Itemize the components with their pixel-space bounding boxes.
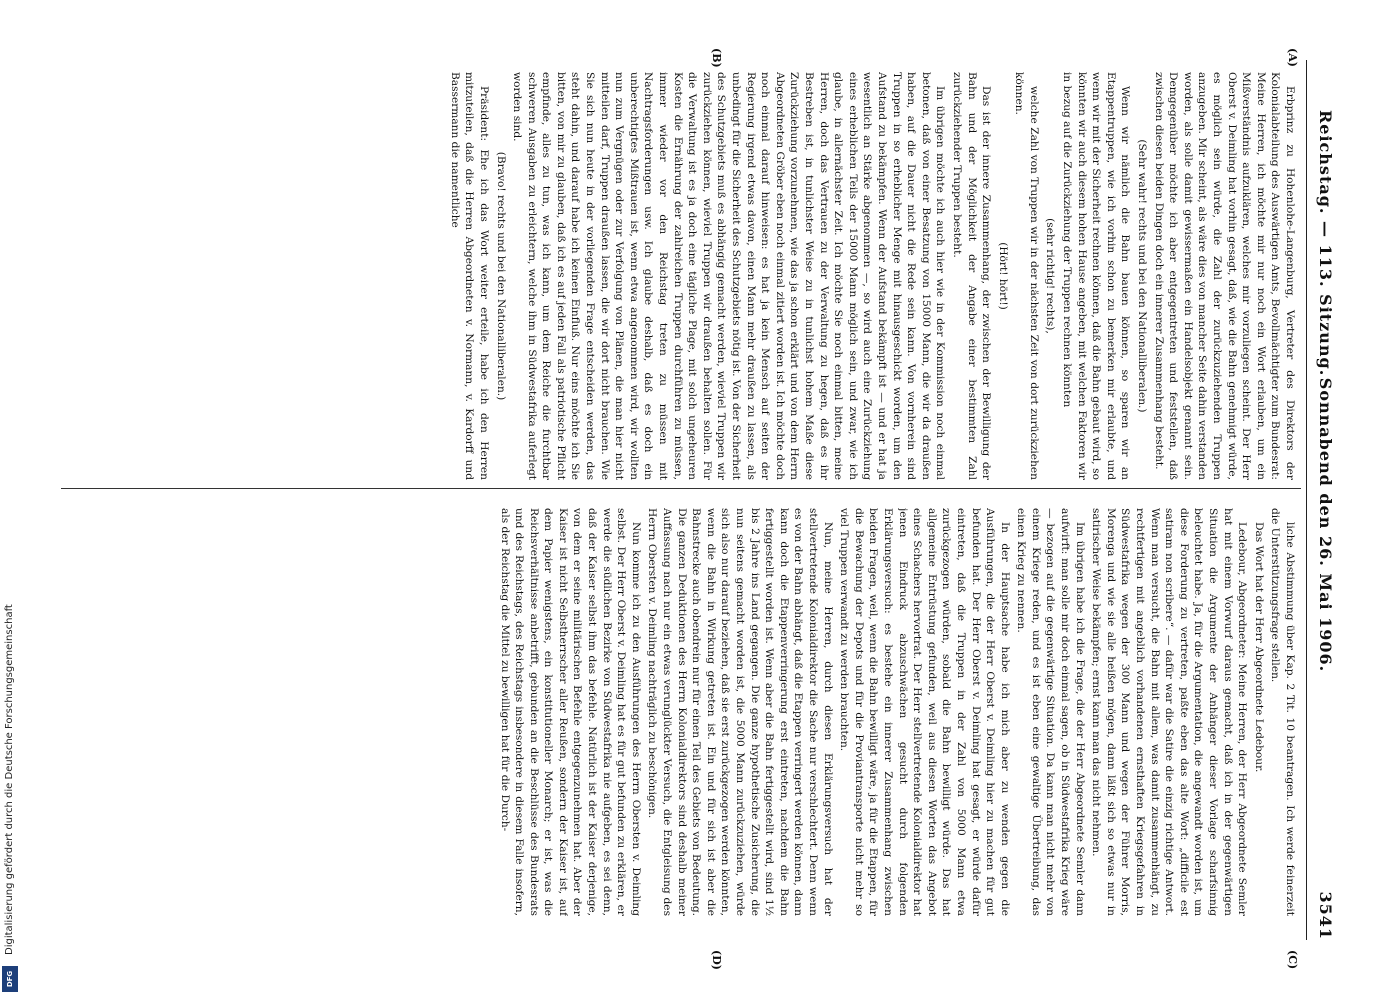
column-divider — [61, 488, 1301, 489]
left-column — [62, 72, 1297, 480]
paragraph: In der Hauptsache habe ich mich aber zu wenden gegen die Ausführungen, die der Herr Oberst v. Deimling hier zu machen für gut befunden hat. Der Herr Oberst v. Deimling hat gesagt, er würde dafür eintreten, daß die Truppen in der Zahl von 5000 Mann etwa zurückgezogen würden, sobald die Bahn bewilligt würde. Das hat allgemeine Entrüstung gefunden, weil aus diesen Worten das Angebot eines Schachers hervortrat. Der Herr stellvertretende Kolonialdirektor hat jenen Eindruck abzuschwächen gesucht durch folgenden Erklärungsversuch: es bestehe ein innerer Zusammenhang zwischen beiden Fragen, weil, wenn die Bahn bewilligt wäre, ja für die Etappen, für die Bewachung der Depots und für die Proviantransporte nicht mehr so viel Truppen verwandt zu werden brauchten. — [838, 508, 1011, 916]
paragraph: Das ist der innere Zusammenhang, der zwischen der Bewilligung der Bahn und der Möglichkeit der Angabe einer bestimmten Zahl zurückziehender Truppen besteht. — [950, 72, 993, 480]
paragraph: Im übrigen möchte ich auch hier wie in der Kommission noch einmal betonen, daß von einer Besatzung von 15000 Mann, die wir da draußen haben, auf die Dauer nicht die Rede sein kann. Von vornherein sind Truppen in so erheblicher Menge mit hinausgeschickt worden, um den Aufstand zu bekämpfen. Wenn der Aufstand bekämpft ist — und er hat ja wesentlich an Stärke abgenommen —, so wird auch eine Zurückziehung eines erheblichen Teils der 15000 Mann möglich sein, und zwar, wie ich glaube, in allernächster Zeit. Ich möchte Sie noch einmal bitten, meine Herren, doch das Vertrauen zu der Verwaltung zu hegen, daß es ihr Bestreben ist, in tunlichster Weise zu in tunlichst hohem Maße diese Zurückziehung vorzunehmen, wie das ja schon erklärt und von dem Herrn Abgeordneten Gröber eben noch einmal zitiert worden ist. Ich möchte doch noch einmal darauf hinweisen: es hat ja kein Mensch auf seiten der Regierung irgend etwas davon, einen Mann mehr draußen zu lassen, als unbedingt für die Sicherheit des Schutzgebiets nötig ist. Von der Sicherheit des Schutzgebiets muß es abhängig gemacht werden, wieviel Truppen wir zurückziehen können, wieviel Truppen wir draußen behalten sollen. Für die Verwaltung ist es ja doch eine tägliche Plage, mit solch ungeheuren Kosten die Ernährung der zahlreichen Truppen durchführen zu müssen, immer wieder vor den Reichstag treten zu müssen mit Nachtragsforderungen usw. Ich glaube deshalb, daß es doch ein unberechtigtes Mißtrauen ist, wenn etwa angenommen wird, wir wollten nun zum Vergnügen oder zur Verfolgung von Plänen, die man hier nicht mitteilen darf, Truppen draußen lassen, die wir dort nicht brauchen. Wie Sie sich nun heute in der vorliegenden Frage entscheiden werden, das steht dahin, und darauf habe ich keinen Einfluß. Nur eins möchte ich Sie bitten, von mir zu glauben, daß ich es auf jeden Fall als patriotische Pflicht empfinde, alles zu tun, was ich kann, um dem Reiche die furchtbar schweren Ausgaben zu erleichtern, welche ihm in Südwestafrika auferlegt worden sind. — [511, 72, 947, 480]
marker-c: (C) — [1286, 950, 1299, 970]
marker-a: (A) — [1286, 48, 1299, 67]
paragraph: Nun komme ich zu den Ausführungen des Herrn Obersten v. Deimling selbst. Der Herr Oberst v. Deimling hat es für gut befunden zu erklären, er werde die südlichen Bezirke von Südwestafrika nie aufgeben, es sei denn, daß der Kaiser selbst ihm das befehle. Natürlich ist der Kaiser derjenige, von dem er seine militärischen Befehle entgegenzunehmen hat. Aber der Kaiser ist nicht Selbstherrscher aller Reußen, sondern der Kaiser ist, auf dem Papier wenigstens, ein konstitutioneller Monarch; er ist, was die Reichsverhältnisse anbetrifft, gebunden an die Beschlüsse des Bundesrats und des Reichstags, des Reichstags insbesondere in diesem Falle insofern, als der Reichstag die Mittel zu bewilligen hat für die Durch- — [498, 508, 642, 916]
page-number: 3541 — [1316, 891, 1335, 940]
paragraph: Das Wort hat der Herr Abgeordnete Ledebour. — [1252, 522, 1265, 773]
dfg-logo — [2, 966, 18, 992]
paragraph: Wenn wir nämlich die Bahn bauen können, so sparen wir an Etappentruppen, wie ich vorhin schon zu bemerken mir erlaubte, und wenn wir mit der Sicherheit rechnen können, daß die Bahn gebaut wird, so könnten wir auch diesem hohen Hause angeben, mit welchen Faktoren wir in bezug auf die Zurückziehung der Truppen rechnen könnten — [1061, 72, 1132, 480]
marker-b: (B) — [710, 48, 723, 68]
digitization-credit: Digitalisierung gefördert durch die Deutsche Forschungsgemeinschaft — [4, 604, 15, 955]
interjection: (sehr richtig! rechts), — [1044, 218, 1057, 334]
paragraph: Erbprinz zu Hohenlohe-Langenburg, Vertreter des Direktors der Kolonialabteilung des Auswärtigen Amts, Bevollmächtigter zum Bundesrat: Meine Herren, ich möchte mir nur noch ein Wort erlauben, um ein Mißverständnis aufzuklären, welches mir vorzuliegen scheint. Der Herr Oberst v. Deimling hat vorhin gesagt, daß, wie die Bahn genehmigt würde, es möglich sein würde, die Zahl der zurückzuziehenden Truppen anzugeben. Mir scheint, als wäre dies von mancher Seite dahin verstanden worden, als solle damit gewissermaßen ein Handelsobjekt genannt sein. Demgegenüber möchte ich aber entgegentreten und feststellen, daß zwischen diesen beiden Dingen doch ein innerer Zusammenhang besteht. — [1152, 72, 1296, 480]
page-header — [1309, 110, 1339, 940]
paragraph: welche Zahl von Truppen wir in der nächsten Zeit von dort zurückziehen können. — [1013, 72, 1040, 480]
header-rule — [1306, 60, 1307, 940]
interjection: (Hört! hört!) — [996, 242, 1009, 310]
paragraph: Ledebour, Abgeordneter: Meine Herren, der Herr Abgeordnete Semler hat mit einem Vorwurf daraus gemacht, daß ich in der gegenwärtigen Situation die Argumente der Anhänger dieser Vorlage scharfsinnig beleuchtet habe. Ja, für die Argumentation, die angewandt worden ist, um diese Forderung zu vertreten, paßte eben das alte Wort: „difficile est satiram non scribere“. — dafür war die Satire die einzig richtige Antwort. Wenn man versucht, die Bahn mit allem, was damit zusammenhängt, zu rechtfertigen mit angeblich vorhandenen ernsthaften Kriegsgefahren in Südwestafrika wegen der 300 Mann und wegen der Führer Morris, Morenga und wie sie alle heißen mögen, dann läßt sich so etwas nur in satirischer Weise bekämpfen; ernst kann man das nicht nehmen. — [1090, 508, 1249, 916]
header-left: Reichstag. — 113. Sitzung. — [1316, 110, 1335, 377]
paragraph: Nun, meine Herren, durch diesen Erklärungsversuch hat der stellvertretende Kolonialdirektor die Sache nur verschlechtert. Denn wenn es von der Bahn abhängt, daß die Etappen verringert werden können, dann kann doch die Etappenverringerung erst eintreten, nachdem die Bahn fertiggestellt worden ist. Wenn aber die Bahn fertiggestellt wird, sind 1½ bis 2 Jahre ins Land gegangen. Die ganze hypothetische Zusicherung, die nun seitens gemacht worden ist, die 5000 Mann zurückzuziehen, würde sich also nur darauf beziehen, daß sie erst zurückgezogen werden könnten, wenn die Bahn in Wirkung getreten ist. Ein und für sich ist aber die Bahnstrecke auch obendrein nur für einen Teil des Gebiets von Bedeutung. Die ganzen Deduktionen des Herrn Kolonialdirektors sind deshalb meiner Auffassung nach nur ein etwas verunglückter Versuch, die Entgleisung des Herrn Obersten v. Deimling nachträglich zu beschönigen. — [646, 508, 834, 916]
header-date: Sonnabend den 26. Mai 1906. — [1316, 377, 1335, 673]
right-column — [62, 508, 1297, 916]
paragraph: liche Abstimmung über Kap. 2 Tit. 10 beantragen. Ich werde feinerzeit die Unterstützungsfrage stellen. — [1269, 508, 1296, 916]
paragraph: Im übrigen habe ich die Frage, die der Herr Abgeordnete Semler dann aufwirft: man solle mir doch einmal sagen, ob in Südwestafrika Krieg wäre — bezogen auf die gegenwärtige Situation. Da kann man nicht mehr von einem Kriege reden, und es ist eben eine gewaltige Übertreibung, das einen Krieg zu nennen. — [1015, 508, 1086, 916]
marker-d: (D) — [710, 950, 723, 970]
paragraph: Präsident: Ehe ich das Wort weiter erteile, habe ich den Herren mitzuteilen, daß die Herren Abgeordneten v. Normann, v. Kardorff und Bassermann die namentliche — [448, 72, 490, 480]
interjection: (Sehr wahr! rechts und bei den Nationalliberalen.) — [1136, 139, 1149, 413]
interjection: (Bravo! rechts und bei den Nationalliberalen.) — [494, 151, 507, 401]
dfg-logo-text: DFG — [6, 970, 14, 988]
